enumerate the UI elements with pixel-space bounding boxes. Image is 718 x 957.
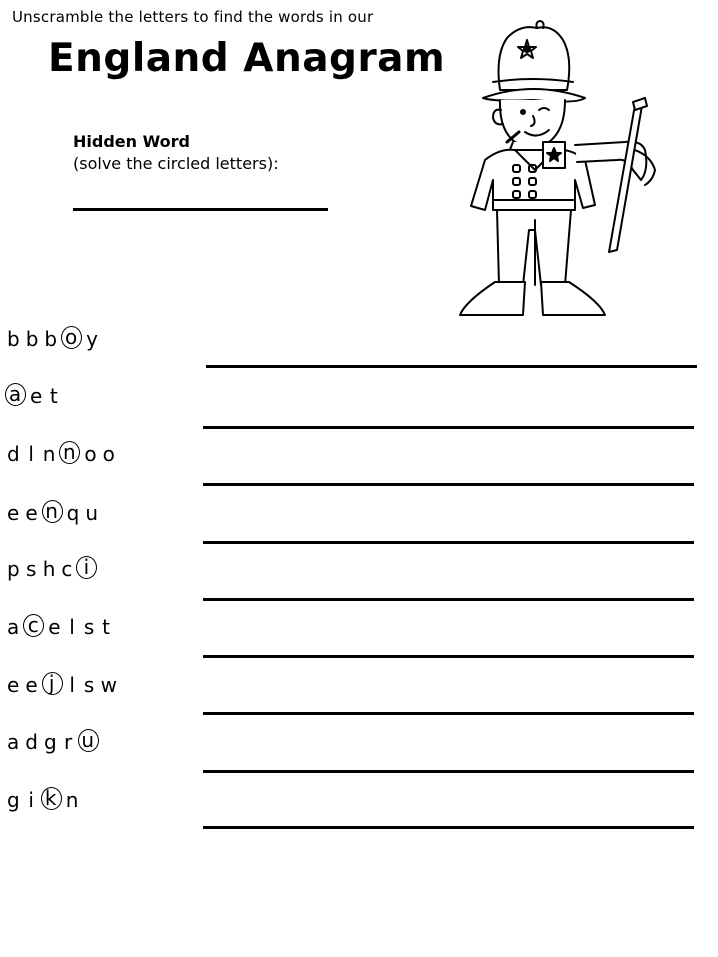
circled-letter: n bbox=[59, 441, 80, 464]
answer-line[interactable] bbox=[203, 541, 694, 544]
letter: h bbox=[42, 557, 57, 581]
letter: e bbox=[7, 673, 21, 697]
letter: o bbox=[84, 442, 98, 466]
circled-letter: k bbox=[41, 787, 62, 810]
letter: d bbox=[7, 442, 21, 466]
letter: e bbox=[25, 501, 39, 525]
letter: e bbox=[30, 384, 44, 408]
letter: e bbox=[48, 615, 62, 639]
scrambled-letters bbox=[7, 669, 123, 701]
letter: y bbox=[86, 327, 99, 351]
circled-letter: j bbox=[42, 672, 63, 695]
scrambled-letters bbox=[7, 438, 121, 470]
anagram-row bbox=[7, 323, 707, 363]
circled-letter: i bbox=[76, 556, 97, 579]
letter: p bbox=[7, 557, 21, 581]
anagram-row bbox=[7, 726, 707, 766]
letter: n bbox=[65, 788, 80, 812]
anagram-row bbox=[7, 553, 707, 593]
letter: l bbox=[69, 615, 76, 639]
letter: r bbox=[64, 730, 74, 754]
scrambled-letters bbox=[7, 323, 104, 355]
circled-letter: a bbox=[5, 383, 26, 406]
letter: o bbox=[102, 442, 116, 466]
anagram-row bbox=[7, 497, 707, 537]
scrambled-letters bbox=[7, 497, 104, 529]
instructions-text: Unscramble the letters to find the words in our bbox=[12, 8, 374, 26]
letter: s bbox=[25, 557, 38, 581]
letter: w bbox=[100, 673, 118, 697]
page-title: England Anagram bbox=[48, 36, 446, 81]
anagram-row bbox=[7, 669, 707, 709]
circled-letter: o bbox=[61, 326, 82, 349]
answer-line[interactable] bbox=[203, 712, 694, 715]
answer-line[interactable] bbox=[203, 826, 694, 829]
scrambled-letters bbox=[7, 380, 65, 412]
letter: c bbox=[61, 557, 74, 581]
scrambled-letters bbox=[7, 553, 101, 585]
letter: g bbox=[43, 730, 58, 754]
letter: q bbox=[66, 501, 81, 525]
hidden-word-answer-line[interactable] bbox=[73, 208, 328, 211]
answer-line[interactable] bbox=[206, 365, 697, 368]
policeman-icon bbox=[445, 20, 670, 325]
letter: i bbox=[28, 788, 35, 812]
answer-line[interactable] bbox=[203, 483, 694, 486]
letter: u bbox=[85, 501, 100, 525]
scrambled-letters bbox=[7, 611, 118, 643]
letter: l bbox=[28, 442, 35, 466]
hidden-word-hint: (solve the circled letters): bbox=[73, 154, 279, 173]
anagram-row bbox=[7, 380, 707, 420]
anagram-row bbox=[7, 611, 707, 651]
anagram-row bbox=[7, 438, 707, 478]
anagram-row bbox=[7, 784, 707, 824]
letter: n bbox=[42, 442, 57, 466]
circled-letter: n bbox=[42, 500, 63, 523]
hidden-word-label: Hidden Word bbox=[73, 132, 191, 151]
letter: g bbox=[7, 788, 21, 812]
letter: b bbox=[44, 327, 59, 351]
scrambled-letters bbox=[7, 726, 103, 758]
letter: e bbox=[25, 673, 39, 697]
answer-line[interactable] bbox=[203, 655, 694, 658]
answer-line[interactable] bbox=[203, 426, 694, 429]
letter: b bbox=[25, 327, 40, 351]
scrambled-letters bbox=[7, 784, 84, 816]
circled-letter: c bbox=[23, 614, 44, 637]
letter: a bbox=[7, 615, 21, 639]
letter: b bbox=[7, 327, 21, 351]
letter: a bbox=[7, 730, 21, 754]
letter: e bbox=[7, 501, 21, 525]
letter: l bbox=[69, 673, 76, 697]
answer-line[interactable] bbox=[203, 770, 694, 773]
letter: d bbox=[25, 730, 39, 754]
answer-line[interactable] bbox=[203, 598, 694, 601]
circled-letter: u bbox=[78, 729, 99, 752]
letter: t bbox=[49, 384, 59, 408]
letter: s bbox=[83, 673, 96, 697]
letter: t bbox=[102, 615, 111, 639]
letter: s bbox=[83, 615, 96, 639]
